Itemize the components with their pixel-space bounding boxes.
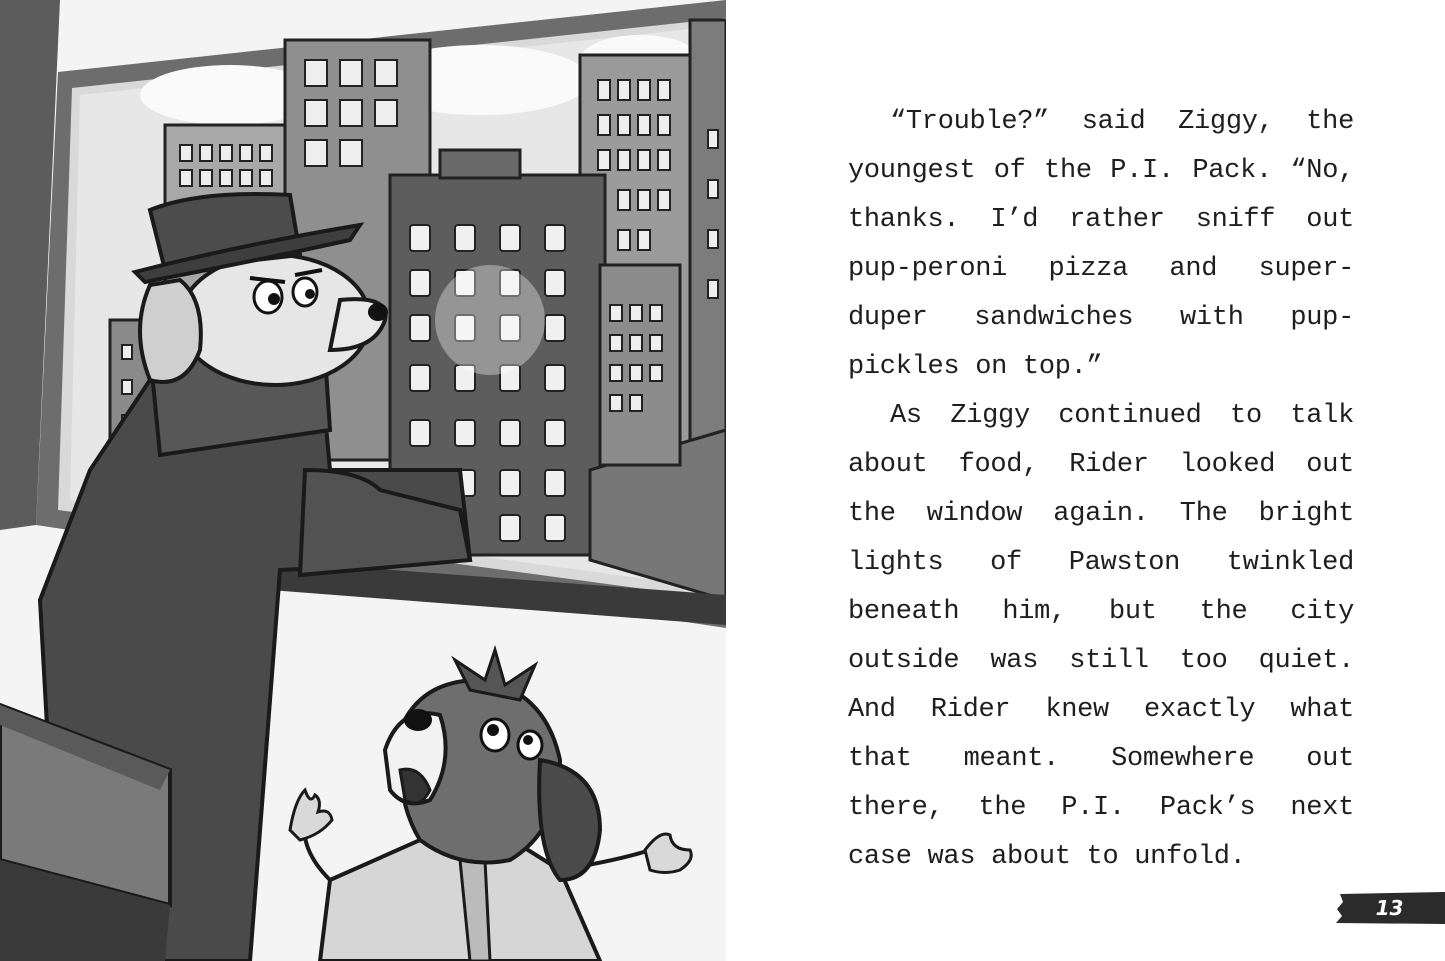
paragraph-2: As Ziggy continued to talk about food, Rider looked out the window again. The bright lights of Pawston twinkled beneath him, but the city outside was still too quiet. And Rider knew exactly what that meant. Somewhere out there, the P.I. Pack’s next case was about to unfold. (848, 401, 1354, 872)
story-text (848, 98, 1354, 882)
page-number: 13 (1375, 896, 1404, 920)
page-number-tab (1334, 890, 1445, 926)
paragraph-1: “Trouble?” said Ziggy, the youngest of the P.I. Pack. “No, thanks. I’d rather sniff out pup-peroni pizza and super-duper sandwiches with pup-pickles on top.” (848, 107, 1354, 382)
